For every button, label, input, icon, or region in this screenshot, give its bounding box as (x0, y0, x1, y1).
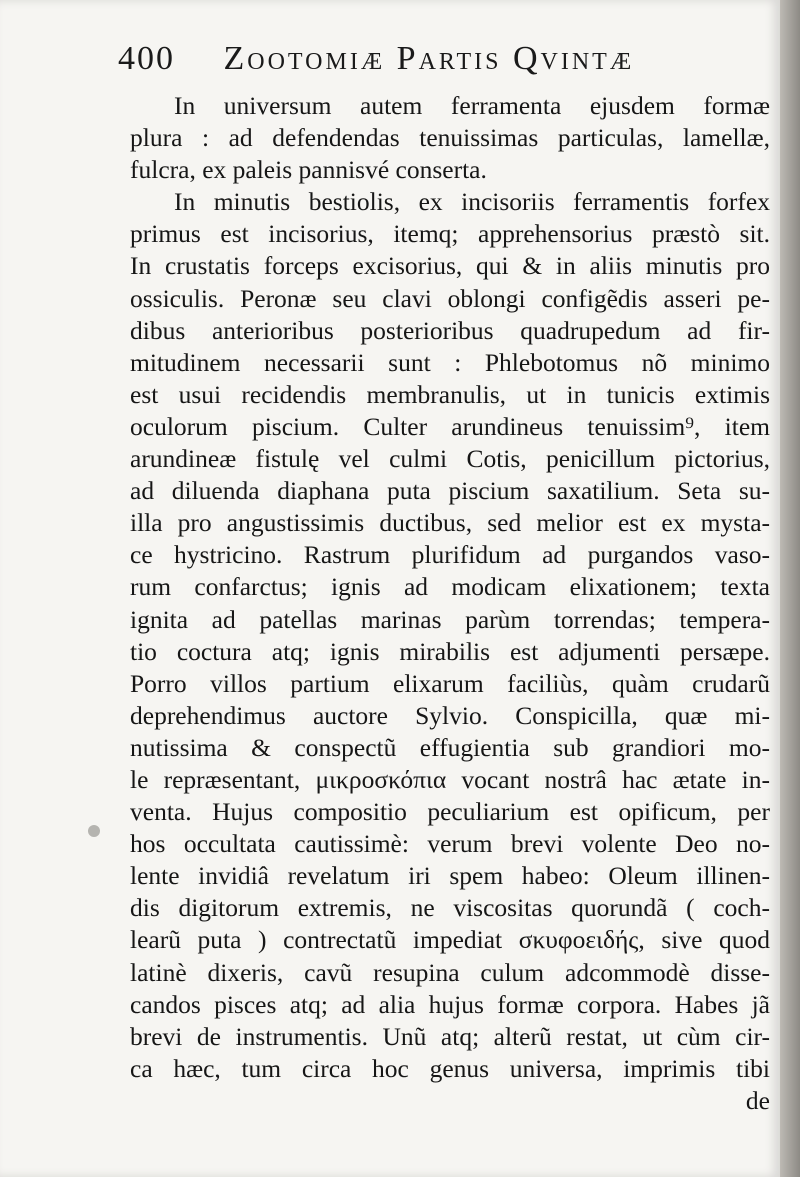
text-line: hos occultata cautissimè: verum brevi volente Deo no- (130, 829, 770, 859)
catchword: de (745, 1085, 770, 1115)
text-line: le repræsentant, μικροσκόπια vocant nostrâ hac ætate in- (130, 764, 770, 794)
text-line: plura : ad defendendas tenuissimas particulas, lamellæ, (130, 123, 770, 153)
text-line: tio coctura atq; ignis mirabilis est adjumenti persæpe. (130, 636, 770, 666)
text-line: ce hystricino. Rastrum plurifidum ad purgandos vaso- (130, 540, 770, 570)
text-line: nutissima & conspectũ effugientia sub grandiori mo- (130, 732, 770, 762)
page-edge (780, 0, 800, 1177)
text-line: ossiculis. Peronæ seu clavi oblongi configẽdis asseri pe- (130, 283, 770, 313)
text-line: In universum autem ferramenta ejusdem formæ (174, 91, 770, 120)
text-line: Porro villos partium elixarum faciliùs, quàm crudarũ (130, 668, 770, 698)
text-line: dis digitorum extremis, ne viscositas quorundã ( coch- (130, 893, 770, 923)
body-text (130, 90, 770, 1117)
text-line: fulcra, ex paleis pannisvé conserta. (130, 155, 487, 185)
text-line: In minutis bestiolis, ex incisoriis ferramentis forfex (174, 187, 770, 217)
text-line: dibus anterioribus posterioribus quadrupedum ad fir- (130, 315, 770, 345)
text-line: rum confarctus; ignis ad modicam elixationem; texta (130, 572, 770, 602)
running-title: Zootomiæ Partis Qvintæ (223, 40, 635, 77)
text-line: arundineæ fistulę vel culmi Cotis, penicillum pictorius, (130, 444, 770, 474)
text-line: oculorum piscium. Culter arundineus tenuissim⁹, item (130, 411, 770, 441)
text-line: mitudinem necessarii sunt : Phlebotomus nõ minimo (130, 347, 770, 377)
running-header (118, 40, 768, 90)
text-line: ca hæc, tum circa hoc genus universa, imprimis tibi (130, 1053, 770, 1083)
page-number: 400 (118, 40, 175, 77)
text-line: latinè dixeris, cavũ resupina culum adcommodè disse- (130, 957, 770, 987)
text-line: brevi de instrumentis. Unũ atq; alterũ restat, ut cùm cir- (130, 1021, 770, 1051)
text-line: candos pisces atq; ad alia hujus formæ corpora. Habes jã (130, 989, 770, 1019)
text-line: est usui recidendis membranulis, ut in tunicis extimis (130, 379, 770, 409)
text-line: lente invidiâ revelatum iri spem habeo: Oleum illinen- (130, 861, 770, 891)
text-line: primus est incisorius, itemq; apprehensorius præstò sit. (130, 219, 770, 249)
text-line: In crustatis forceps excisorius, qui & in aliis minutis pro (130, 251, 770, 281)
text-line: ad diluenda diaphana puta piscium saxatilium. Seta su- (130, 476, 770, 506)
text-line: venta. Hujus compositio peculiarium est opificum, per (130, 797, 770, 827)
text-line: deprehendimus auctore Sylvio. Conspicilla, quæ mi- (130, 700, 770, 730)
ink-spot (88, 825, 100, 837)
text-line: ignita ad patellas marinas parùm torrendas; tempera- (130, 604, 770, 634)
text-line: learũ puta ) contrectatũ impediat σκυφοειδής, sive quod (130, 925, 770, 955)
text-line: illa pro angustissimis ductibus, sed melior est ex mysta- (130, 508, 770, 538)
